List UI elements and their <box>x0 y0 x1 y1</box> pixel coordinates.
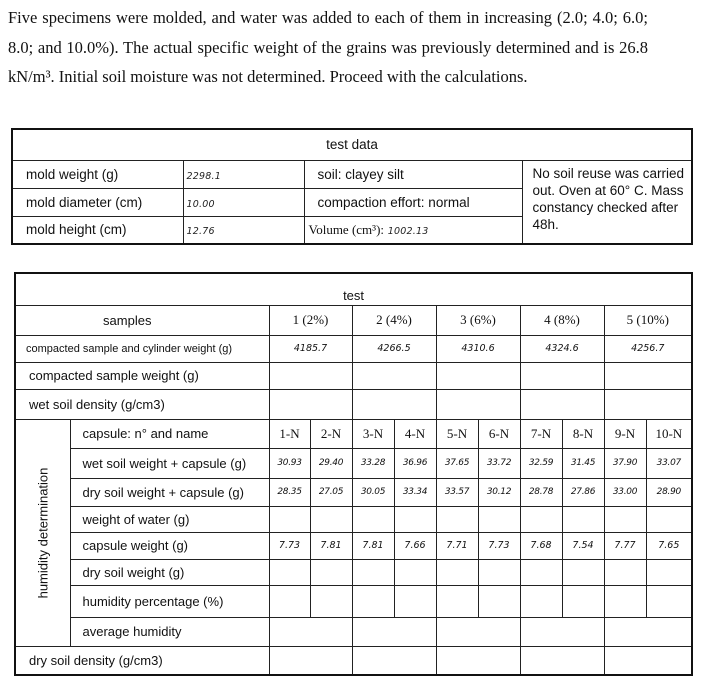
humidity-percentage-label: humidity percentage (%) <box>70 585 269 617</box>
mold-height-label: mold height (cm) <box>12 216 183 244</box>
dry-capsule-value: 28.35 <box>269 478 310 506</box>
wet-capsule-value: 33.28 <box>352 448 394 478</box>
capsule-8: 8-N <box>562 419 604 448</box>
capsule-5: 5-N <box>436 419 478 448</box>
capsule-label: capsule: n° and name <box>70 419 269 448</box>
compacted-cylinder-value-3: 4310.6 <box>436 335 520 362</box>
wet-capsule-value: 33.72 <box>478 448 520 478</box>
capsule-weight-value: 7.73 <box>269 532 310 559</box>
capsule-weight-value: 7.71 <box>436 532 478 559</box>
test-data-table <box>11 128 693 245</box>
wet-capsule-value: 32.59 <box>520 448 562 478</box>
sample-2-header: 2 (4%) <box>352 305 436 335</box>
compacted-cylinder-label: compacted sample and cylinder weight (g) <box>15 335 269 362</box>
capsule-weight-value: 7.65 <box>646 532 692 559</box>
sample-1-header: 1 (2%) <box>269 305 352 335</box>
capsule-weight-value: 7.73 <box>478 532 520 559</box>
capsule-6: 6-N <box>478 419 520 448</box>
wet-capsule-value: 36.96 <box>394 448 436 478</box>
average-humidity-label: average humidity <box>70 617 269 646</box>
sample-4-header: 4 (8%) <box>520 305 604 335</box>
wet-capsule-value: 37.90 <box>604 448 646 478</box>
mold-diameter-value: 10.00 <box>186 198 215 210</box>
capsule-weight-value: 7.81 <box>352 532 394 559</box>
wet-capsule-value: 37.65 <box>436 448 478 478</box>
capsule-3: 3-N <box>352 419 394 448</box>
dry-density-label: dry soil density (g/cm3) <box>15 646 269 675</box>
capsule-2: 2-N <box>310 419 352 448</box>
dry-soil-label: dry soil weight (g) <box>70 559 269 585</box>
water-weight-label: weight of water (g) <box>70 506 269 532</box>
compaction-effort: compaction effort: normal <box>304 188 522 216</box>
sample-5-header: 5 (10%) <box>604 305 692 335</box>
soil-type: soil: clayey silt <box>304 160 522 188</box>
dry-capsule-value: 27.05 <box>310 478 352 506</box>
dry-capsule-value: 30.05 <box>352 478 394 506</box>
compacted-cylinder-value-1: 4185.7 <box>269 335 352 362</box>
mold-weight-label: mold weight (g) <box>12 160 183 188</box>
dry-capsule-value: 30.12 <box>478 478 520 506</box>
wet-capsule-label: wet soil weight + capsule (g) <box>70 448 269 478</box>
dry-capsule-value: 27.86 <box>562 478 604 506</box>
capsule-weight-value: 7.66 <box>394 532 436 559</box>
dry-capsule-value: 33.57 <box>436 478 478 506</box>
dry-capsule-label: dry soil weight + capsule (g) <box>70 478 269 506</box>
test-table <box>14 272 693 676</box>
dry-capsule-value: 28.90 <box>646 478 692 506</box>
test-data-title: test data <box>12 129 692 160</box>
mold-height-value: 12.76 <box>186 226 215 238</box>
sample-3-header: 3 (6%) <box>436 305 520 335</box>
mold-diameter-label: mold diameter (cm) <box>12 188 183 216</box>
capsule-weight-value: 7.81 <box>310 532 352 559</box>
compacted-weight-label: compacted sample weight (g) <box>15 362 269 389</box>
capsule-1: 1-N <box>269 419 310 448</box>
dry-capsule-value: 28.78 <box>520 478 562 506</box>
capsule-4: 4-N <box>394 419 436 448</box>
humidity-section-label: humidity determination <box>15 419 70 646</box>
test-notes: No soil reuse was carried out. Oven at 60° C. Mass constancy checked after 48h. <box>522 160 692 244</box>
wet-capsule-value: 31.45 <box>562 448 604 478</box>
dry-capsule-value: 33.34 <box>394 478 436 506</box>
capsule-9: 9-N <box>604 419 646 448</box>
wet-capsule-value: 33.07 <box>646 448 692 478</box>
capsule-weight-value: 7.77 <box>604 532 646 559</box>
wet-capsule-value: 30.93 <box>269 448 310 478</box>
capsule-weight-value: 7.68 <box>520 532 562 559</box>
compacted-cylinder-value-2: 4266.5 <box>352 335 436 362</box>
wet-density-label: wet soil density (g/cm3) <box>15 389 269 419</box>
mold-weight-value: 2298.1 <box>186 170 221 182</box>
test-title: test <box>15 273 692 305</box>
dry-capsule-value: 33.00 <box>604 478 646 506</box>
wet-capsule-value: 29.40 <box>310 448 352 478</box>
capsule-10: 10-N <box>646 419 692 448</box>
volume-value: 1002.13 <box>387 225 429 237</box>
samples-label: samples <box>15 305 269 335</box>
problem-statement: Five specimens were molded, and water was added to each of them in increasing (2.0; 4.0; 6.0; 8.0; and 10.0%). The actual specific weight of the grains was previously determined and is 26.8 kN/m³. Initial soil moisture was not determined. Proceed with the calculations. <box>8 8 648 86</box>
compacted-cylinder-value-4: 4324.6 <box>520 335 604 362</box>
capsule-7: 7-N <box>520 419 562 448</box>
volume-label: Volume (cm³): <box>308 221 385 237</box>
compacted-cylinder-value-5: 4256.7 <box>604 335 692 362</box>
capsule-weight-value: 7.54 <box>562 532 604 559</box>
capsule-weight-label: capsule weight (g) <box>70 532 269 559</box>
